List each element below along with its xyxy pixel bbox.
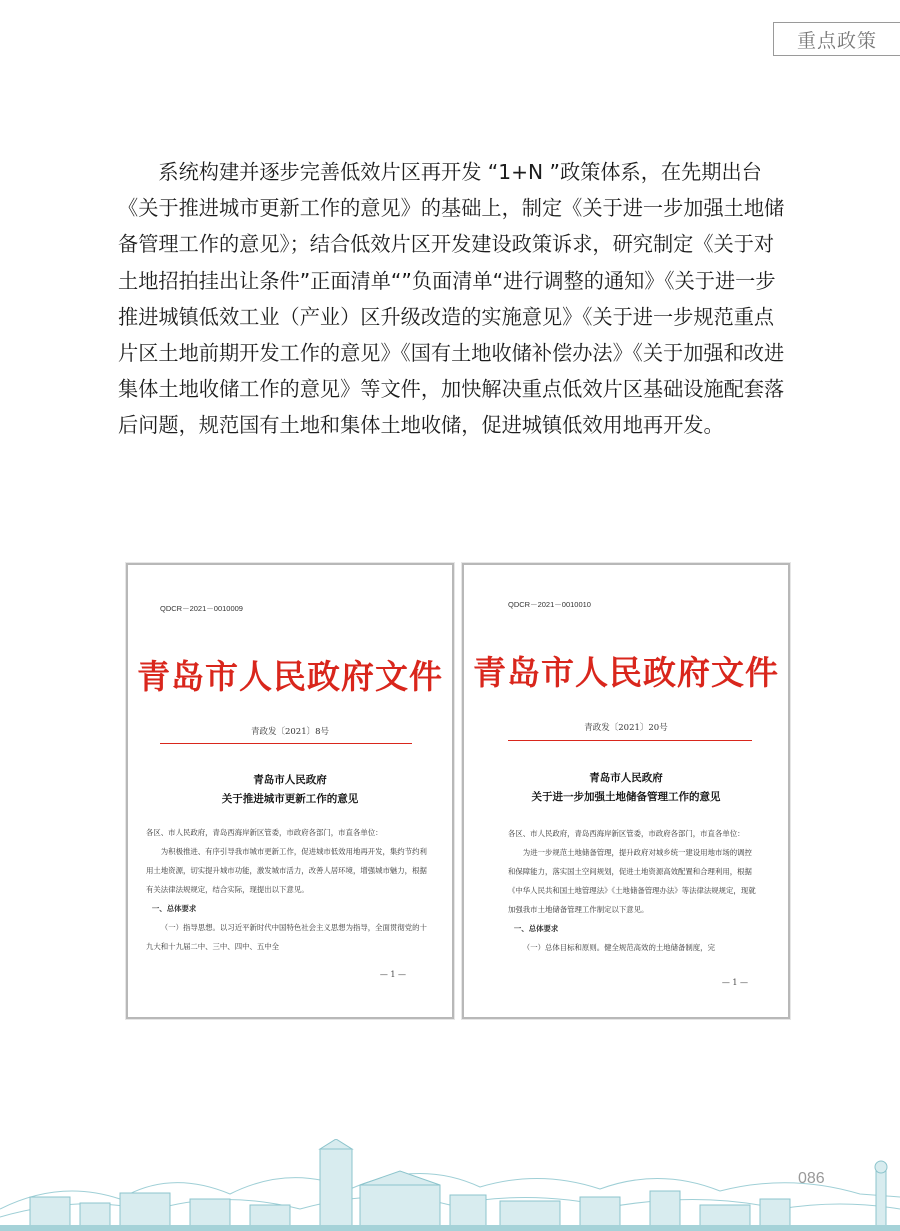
document-section-heading: 一、总体要求 [513, 924, 559, 933]
document-title-line1: 青岛市人民政府 [589, 772, 663, 784]
city-skyline-illustration [0, 1139, 900, 1231]
document-title [464, 769, 788, 807]
document-paragraph: （一）指导思想。以习近平新时代中国特色社会主义思想为指导，全面贯彻党的十九大和十九届二中、三中、四中、五中全 [146, 923, 427, 951]
document-title-line1: 青岛市人民政府 [253, 774, 327, 786]
document-paragraph: 为积极推进、有序引导我市城市更新工作，促进城市低效用地再开发，集约节约利用土地资源，切实提升城市功能，激发城市活力，改善人居环境，增强城市魅力，根据有关法律法规规定，结合实际，现提出以下意见。 [146, 847, 427, 894]
section-title: 重点政策 [773, 22, 900, 56]
document-title [128, 771, 452, 809]
document-addressee: 各区、市人民政府，青岛西海岸新区管委，市政府各部门，市直各单位： [508, 829, 745, 838]
document-body [508, 824, 758, 957]
document-red-header: 青岛市人民政府文件 [137, 657, 443, 696]
document-code: QDCR－2021－0010009 [160, 604, 243, 613]
document-image-urban-renewal [126, 563, 454, 1019]
document-paragraph: 为进一步规范土地储备管理，提升政府对城乡统一建设用地市场的调控和保障能力，落实国土空间规划，促进土地资源高效配置和合理利用，根据《中华人民共和国土地管理法》《土地储备管理办法》等法律法规规定，现就加强我市土地储备管理工作制定以下意见。 [508, 848, 756, 914]
document-section-heading: 一、总体要求 [151, 904, 197, 913]
page-number: 086 [798, 1170, 825, 1187]
document-body [146, 823, 432, 956]
document-code: QDCR－2021－0010010 [508, 600, 591, 609]
body-paragraph: 系统构建并逐步完善低效片区再开发 “1+N ”政策体系，在先期出台《关于推进城市更新工作的意见》的基础上，制定《关于进一步加强土地储备管理工作的意见》；结合低效片区开发建设政策诉求，研究制定《关于对土地招拍挂出让条件”正面清单“”负面清单“进行调整的通知》《关于进一步推进城镇低效工业（产业）区升级改造的实施意见》《关于进一步规范重点片区土地前期开发工作的意见》《国有土地收储补偿办法》《关于加强和改进集体土地收储工作的意见》等文件，加快解决重点低效片区基础设施配套落后问题，规范国有土地和集体土地收储，促进城镇低效用地再开发。 [118, 160, 785, 438]
document-title-line2: 关于推进城市更新工作的意见 [221, 793, 359, 805]
document-red-header: 青岛市人民政府文件 [473, 653, 779, 692]
document-number: 青政发〔2021〕20号 [584, 723, 668, 733]
red-divider [508, 740, 752, 741]
red-divider [160, 743, 412, 744]
document-page-number: — 1 — [721, 978, 748, 987]
document-addressee: 各区、市人民政府，青岛西海岸新区管委，市政府各部门，市直各单位： [146, 828, 383, 837]
document-paragraph: （一）总体目标和原则。健全规范高效的土地储备制度，完 [522, 943, 715, 952]
document-number: 青政发〔2021〕8号 [250, 727, 330, 737]
document-title-line2: 关于进一步加强土地储备管理工作的意见 [531, 791, 721, 803]
document-image-land-reserve [462, 563, 790, 1019]
document-page-number: — 1 — [379, 970, 406, 979]
